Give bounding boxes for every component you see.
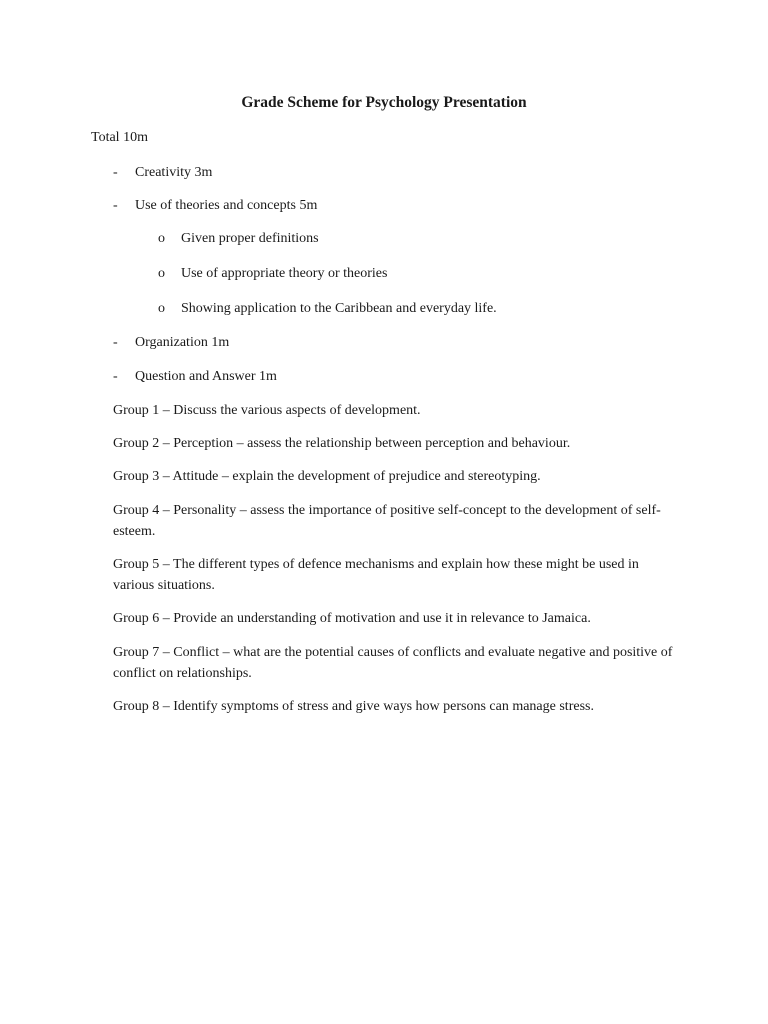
bullet-circle: o <box>158 231 165 246</box>
group-5: Group 5 – The different types of defence mechanisms and explain how these might be used in various situations. <box>113 557 639 593</box>
subcriterion-label: Showing application to the Caribbean and everyday life. <box>181 301 497 316</box>
group-1: Group 1 – Discuss the various aspects of development. <box>113 403 421 418</box>
total-marks: Total 10m <box>91 130 148 145</box>
subcriterion-definitions <box>158 231 319 247</box>
bullet-dash: - <box>113 335 118 350</box>
criterion-creativity <box>113 165 212 181</box>
criterion-theories <box>113 198 317 214</box>
bullet-circle: o <box>158 301 165 316</box>
bullet-dash: - <box>113 165 118 180</box>
subcriterion-label: Given proper definitions <box>181 231 319 246</box>
group-6: Group 6 – Provide an understanding of motivation and use it in relevance to Jamaica. <box>113 611 591 626</box>
criterion-label: Organization 1m <box>135 335 230 350</box>
subcriterion-label: Use of appropriate theory or theories <box>181 266 388 281</box>
subcriterion-application <box>158 301 497 317</box>
bullet-dash: - <box>113 369 118 384</box>
group-7: Group 7 – Conflict – what are the potential causes of conflicts and evaluate negative and positive of conflict on relationships. <box>113 645 673 681</box>
bullet-dash: - <box>113 198 118 213</box>
document-title: Grade Scheme for Psychology Presentation <box>241 94 527 111</box>
criterion-label: Question and Answer 1m <box>135 369 277 384</box>
group-3: Group 3 – Attitude – explain the development of prejudice and stereotyping. <box>113 469 541 484</box>
criterion-label: Creativity 3m <box>135 165 213 180</box>
criterion-label: Use of theories and concepts 5m <box>135 198 318 213</box>
bullet-circle: o <box>158 266 165 281</box>
criterion-organization <box>113 335 229 351</box>
group-8: Group 8 – Identify symptoms of stress and give ways how persons can manage stress. <box>113 699 594 714</box>
criterion-qa <box>113 369 277 385</box>
group-2: Group 2 – Perception – assess the relationship between perception and behaviour. <box>113 436 571 451</box>
subcriterion-theory <box>158 266 387 282</box>
group-4: Group 4 – Personality – assess the importance of positive self-concept to the development of self-esteem. <box>113 503 661 539</box>
